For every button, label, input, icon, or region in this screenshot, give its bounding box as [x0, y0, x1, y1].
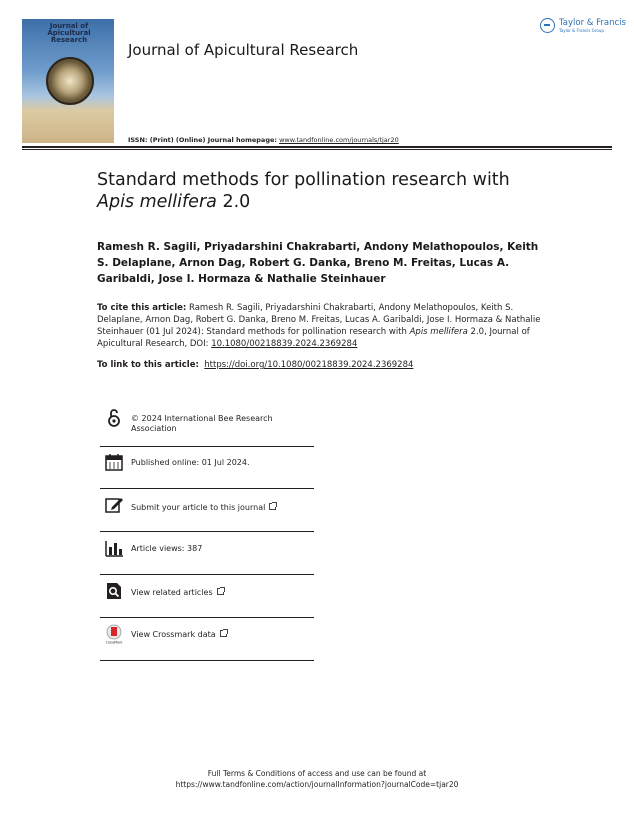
calendar-icon	[104, 452, 124, 472]
article-title-version: 2.0	[216, 192, 251, 212]
published-row	[100, 446, 314, 489]
cite-text-2: 2.0, Journal of Apicultural Research, DOI:	[97, 327, 530, 349]
publisher-subname: Taylor & Francis Group	[559, 28, 604, 33]
article-title-species: Apis mellifera	[97, 192, 217, 212]
cover-title: Journal of Apicultural Research	[47, 22, 91, 44]
journal-homepage-link[interactable]: www.tandfonline.com/journals/tjar20	[279, 136, 399, 144]
citation-block	[97, 302, 545, 350]
footer-line-1: Full Terms & Conditions of access and use can be found at	[207, 769, 427, 778]
article-title	[97, 169, 567, 213]
open-access-lock-icon	[104, 408, 124, 428]
crossmark-icon-text: CrossMark	[105, 640, 123, 644]
journal-title: Journal of Apicultural Research	[128, 41, 359, 59]
external-link-icon	[269, 503, 276, 510]
submit-label: Submit your article to this journal	[131, 503, 266, 512]
crossmark-link[interactable]	[131, 630, 306, 640]
crossmark-label: View Crossmark data	[131, 630, 216, 639]
footer-terms-link[interactable]: https://www.tandfonline.com/action/journalInformation?journalCode=tjar20	[175, 780, 459, 789]
article-doi-link[interactable]: https://doi.org/10.1080/00218839.2024.2369284	[204, 360, 414, 370]
footer-terms	[0, 768, 634, 790]
article-views: Article views: 387	[131, 544, 203, 553]
views-row	[100, 532, 314, 575]
header-divider	[22, 146, 612, 148]
issn-label: ISSN: (Print) (Online) Journal homepage:	[128, 136, 277, 144]
article-title-main: Standard methods for pollination research with	[97, 170, 510, 190]
article-authors: Ramesh R. Sagili, Priyadarshini Chakrabarti, Andony Melathopoulos, Keith S. Delaplane, Arnon Dag, Robert G. Danka, Breno M. Freitas, Lucas A. Garibaldi, Jose I. Hormaza & Nathalie Steinhauer	[97, 241, 539, 285]
related-articles-link[interactable]	[131, 588, 306, 598]
publisher-name: Taylor & Francis	[559, 18, 626, 28]
issn-line	[128, 136, 399, 144]
header-divider-thin	[22, 149, 612, 150]
submit-article-link[interactable]	[131, 503, 306, 513]
crossmark-row[interactable]	[100, 618, 314, 661]
edit-pencil-icon	[104, 495, 124, 515]
related-row[interactable]	[100, 575, 314, 618]
copyright-row	[100, 404, 314, 447]
cite-text: Ramesh R. Sagili, Priyadarshini Chakrabarti, Andony Melathopoulos, Keith S. Delaplane, Arnon Dag, Robert G. Danka, Breno M. Freitas, Lucas A. Garibaldi, Jose I. Hormaza & Nathalie Steinhauer (01 Jul 2024): Standard methods for pollination research with	[97, 303, 541, 337]
copyright-line-1: © 2024 International Bee Research	[131, 414, 273, 423]
submit-row[interactable]	[100, 489, 314, 532]
taylor-francis-icon	[540, 18, 555, 33]
crossmark-icon	[104, 624, 124, 644]
bar-chart-icon	[104, 538, 124, 558]
cite-species: Apis mellifera	[409, 327, 468, 337]
publisher-logo	[540, 17, 626, 39]
copyright-text	[131, 414, 306, 434]
cover-art	[46, 57, 94, 105]
search-document-icon	[104, 581, 124, 601]
journal-cover-image	[22, 19, 114, 143]
cite-label: To cite this article:	[97, 303, 187, 313]
cite-doi-link[interactable]: 10.1080/00218839.2024.2369284	[211, 339, 358, 349]
copyright-line-2: Association	[131, 424, 177, 433]
related-label: View related articles	[131, 588, 213, 597]
article-link-line	[97, 359, 547, 371]
published-date: Published online: 01 Jul 2024.	[131, 458, 250, 467]
external-link-icon	[220, 630, 227, 637]
link-label: To link to this article:	[97, 360, 199, 370]
external-link-icon	[217, 588, 224, 595]
